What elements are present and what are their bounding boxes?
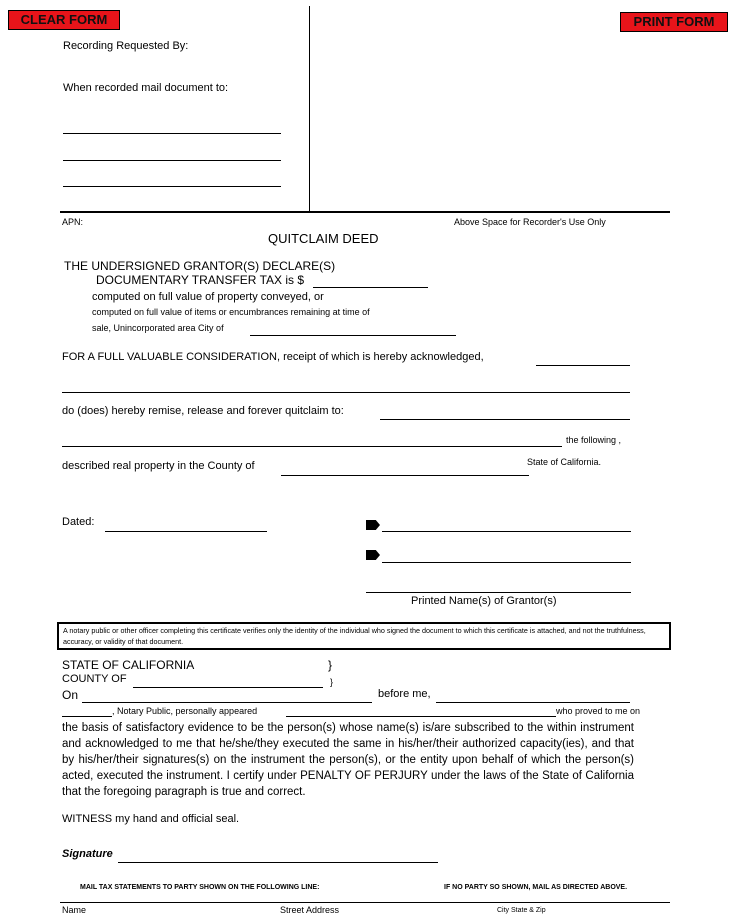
recorder-divider — [309, 6, 310, 212]
mail-to-label: When recorded mail document to: — [63, 82, 229, 94]
print-form-button[interactable]: PRINT FORM — [620, 12, 728, 32]
mail-to-line-1[interactable] — [63, 133, 281, 134]
consideration-label: FOR A FULL VALUABLE CONSIDERATION, receipt of which is hereby acknowledged, — [62, 351, 484, 363]
notary-name-field[interactable] — [436, 702, 630, 703]
mail-street-label: Street Address — [280, 905, 340, 915]
declare-line-2: DOCUMENTARY TRANSFER TAX is $ — [96, 273, 305, 287]
mail-name-label: Name — [62, 905, 87, 915]
mail-city-label: City State & Zip — [497, 907, 546, 914]
apn-label: APN: — [62, 217, 84, 227]
consideration-field-1[interactable] — [536, 365, 630, 366]
clear-form-button[interactable]: CLEAR FORM — [8, 10, 120, 30]
grantor-printed-name[interactable] — [366, 592, 631, 593]
grantor-signature-2[interactable] — [382, 562, 631, 563]
mail-to-line-2[interactable] — [63, 160, 281, 161]
notary-public-label: , Notary Public, personally appeared — [112, 706, 258, 716]
consideration-field-2[interactable] — [62, 392, 630, 393]
appeared-name-field[interactable] — [286, 716, 556, 717]
who-proved-label: who proved to me on — [556, 706, 641, 716]
dated-label: Dated: — [62, 516, 95, 528]
notary-county-label: COUNTY OF — [62, 673, 127, 685]
remise-label: do (does) hereby remise, release and forever quitclaim to: — [62, 405, 344, 417]
brace-2: } — [330, 677, 334, 687]
notary-date-field[interactable] — [82, 702, 372, 703]
printed-names-label: Printed Name(s) of Grantor(s) — [411, 595, 557, 607]
before-me-label: before me, — [378, 688, 431, 700]
county-field[interactable] — [281, 475, 529, 476]
computed-less-label: computed on full value of items or encumbrances remaining at time of — [92, 307, 370, 317]
state-ca-label: State of California. — [527, 457, 602, 467]
recording-requested-label: Recording Requested By: — [63, 40, 189, 52]
notary-county-field[interactable] — [133, 687, 323, 688]
notary-officer-field[interactable] — [62, 716, 112, 717]
recorder-space-label: Above Space for Recorder's Use Only — [454, 217, 606, 227]
city-field[interactable] — [250, 335, 456, 336]
header-rule — [60, 211, 670, 213]
signature-arrow-icon — [366, 550, 380, 560]
notary-on-label: On — [62, 688, 79, 702]
mail-tax-address-field[interactable] — [60, 902, 670, 903]
if-no-party-label: IF NO PARTY SO SHOWN, MAIL AS DIRECTED ABOVE. — [444, 884, 628, 891]
county-label: described real property in the County of — [62, 460, 255, 472]
tax-amount-field[interactable] — [313, 287, 428, 288]
signature-arrow-icon — [366, 520, 380, 530]
grantor-signature-1[interactable] — [382, 531, 631, 532]
witness-label: WITNESS my hand and official seal. — [62, 813, 240, 825]
sale-city-label: sale, Unincorporated area City of — [92, 323, 224, 333]
mail-tax-statement: MAIL TAX STATEMENTS TO PARTY SHOWN ON THE FOLLOWING LINE: — [80, 884, 320, 891]
signature-label: Signature — [62, 848, 113, 860]
grantee-field-2[interactable] — [62, 446, 562, 447]
notary-body-text: the basis of satisfactory evidence to be the person(s) whose name(s) is/are subscribed to the within instrument and acknowledged to me that he/she/they executed the same in his/her/their authorized capacity(ies), and that by his/her/their signatures(s) on the instrument the person(s), or the entity upon behalf of which the person(s) acted, executed the instrument. I certify under PENALTY OF PERJURY under the laws of the State of California that the foregoing paragraph is true and correct. — [62, 722, 634, 798]
dated-field[interactable] — [105, 531, 267, 532]
notary-signature-field[interactable] — [118, 862, 438, 863]
computed-full-label: computed on full value of property conveyed, or — [92, 291, 324, 303]
brace-1: } — [328, 658, 333, 672]
grantee-field-1[interactable] — [380, 419, 630, 420]
mail-to-line-3[interactable] — [63, 186, 281, 187]
declare-line-1: THE UNDERSIGNED GRANTOR(S) DECLARE(S) — [64, 259, 336, 273]
notary-notice-box — [57, 622, 671, 650]
the-following-label: the following , — [566, 435, 622, 445]
notary-state-label: STATE OF CALIFORNIA — [62, 658, 195, 672]
page-title: QUITCLAIM DEED — [268, 231, 379, 246]
notary-notice-text: A notary public or other officer completing this certificate verifies only the identity of the individual who signed the document to which this certificate is attached, and not the truthfulness, accuracy, or validity of that document. — [63, 626, 646, 646]
